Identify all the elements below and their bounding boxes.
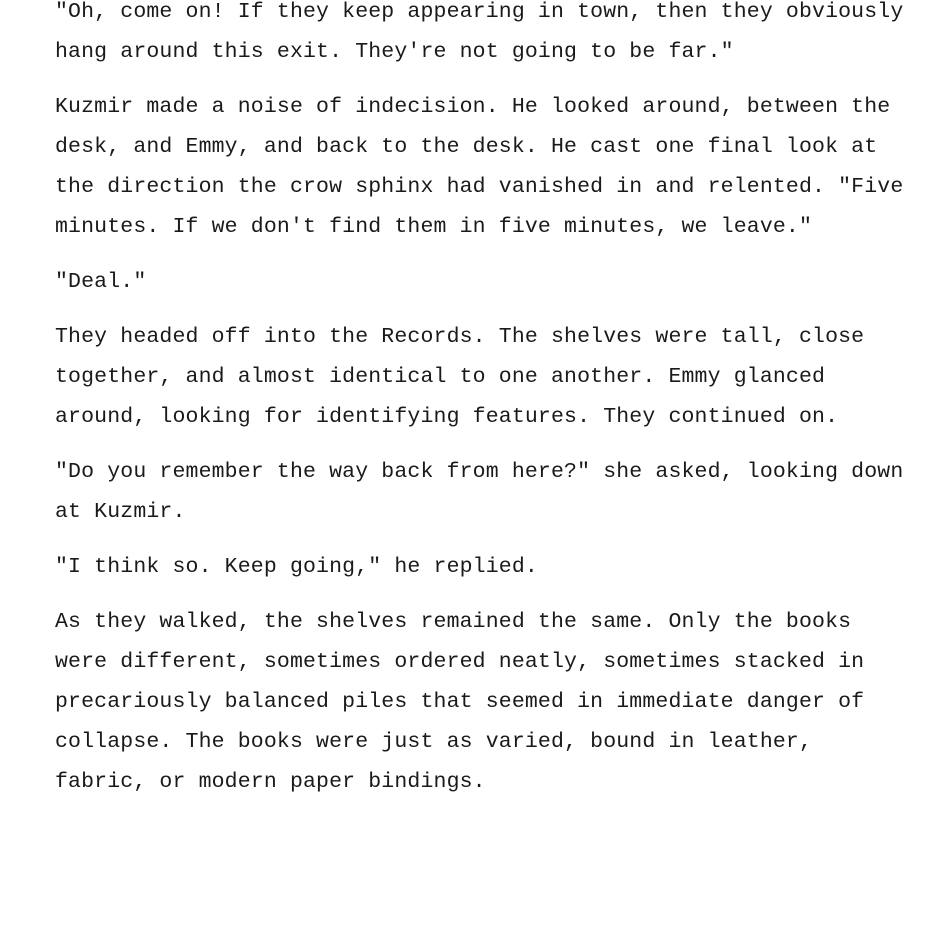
paragraph: "Oh, come on! If they keep appearing in town, then they obviously hang around this exit. They're not going to be far."	[55, 0, 904, 64]
paragraph: "I think so. Keep going," he replied.	[55, 555, 538, 579]
document-page	[55, 0, 915, 817]
paragraph: They headed off into the Records. The shelves were tall, close together, and almost identical to one another. Emmy glanced around, looking for identifying features. They continued on.	[55, 325, 865, 429]
paragraph: "Do you remember the way back from here?" she asked, looking down at Kuzmir.	[55, 460, 904, 524]
paragraph: As they walked, the shelves remained the same. Only the books were different, sometimes ordered neatly, sometimes stacked in precariously balanced piles that seemed in immediate danger of collapse. The books were just as varied, bound in leather, fabric, or modern paper bindings.	[55, 610, 865, 794]
paragraph: "Deal."	[55, 270, 147, 294]
paragraph: Kuzmir made a noise of indecision. He looked around, between the desk, and Emmy, and back to the desk. He cast one final look at the direction the crow sphinx had vanished in and relented. "Five minutes. If we don't find them in five minutes, we leave."	[55, 95, 904, 239]
